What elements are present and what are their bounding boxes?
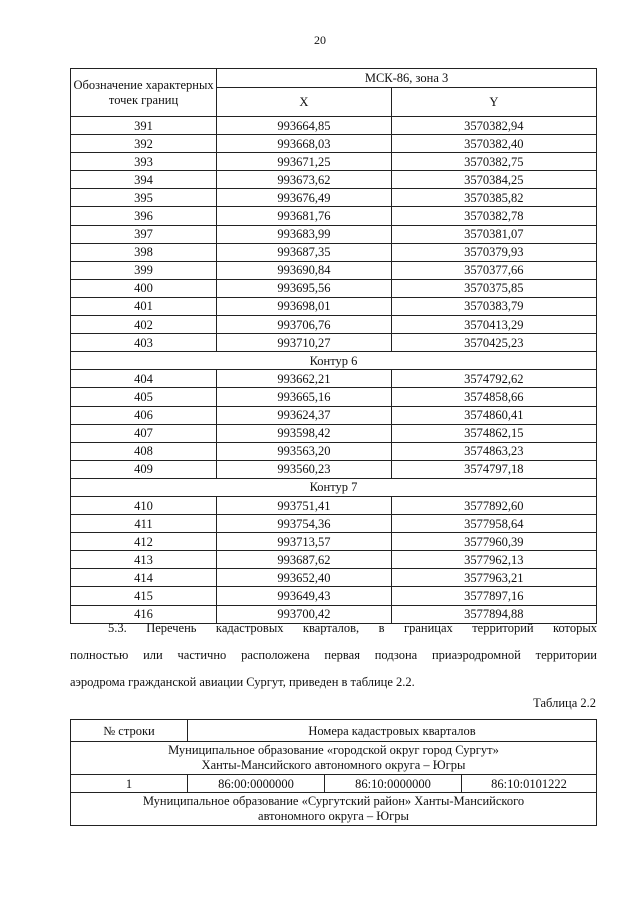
coordinates-body [71,117,597,624]
y-coordinate: 3574860,41 [391,406,596,424]
y-coordinate: 3574858,66 [391,388,596,406]
point-number: 395 [71,189,217,207]
y-coordinate: 3570382,94 [391,117,596,135]
table-row [71,460,597,478]
table-row [71,388,597,406]
contour-label: Контур 6 [71,352,597,370]
table-row [71,171,597,189]
page-number: 20 [314,33,326,47]
x-coordinate: 993681,76 [217,207,392,225]
point-number: 401 [71,297,217,315]
row-number: 1 [71,775,188,793]
table-row [71,587,597,605]
point-number: 402 [71,316,217,334]
y-coordinate: 3570379,93 [391,243,596,261]
y-coordinate: 3570383,79 [391,297,596,315]
x-coordinate: 993710,27 [217,334,392,352]
x-coordinate: 993751,41 [217,496,392,514]
point-number: 407 [71,424,217,442]
x-coordinate: 993676,49 [217,189,392,207]
municipality-surgut-city-line-2: Ханты-Мансийского автономного округа – Югры [201,758,466,772]
table-row [71,515,597,533]
y-coordinate: 3570382,75 [391,153,596,171]
point-number: 399 [71,261,217,279]
x-coordinate: 993563,20 [217,442,392,460]
cadastral-quarter: 86:10:0000000 [325,775,462,793]
municipality-surgut-district [71,793,597,826]
y-coordinate: 3570382,40 [391,135,596,153]
point-number: 406 [71,406,217,424]
paragraph-line-3: аэродрома гражданской авиации Сургут, приведен в таблице 2.2. [70,675,415,689]
y-coordinate: 3570413,29 [391,316,596,334]
x-coordinate: 993706,76 [217,316,392,334]
y-coordinate: 3570381,07 [391,225,596,243]
x-coordinate: 993700,42 [217,605,392,623]
x-coordinate: 993652,40 [217,569,392,587]
x-coordinate: 993687,35 [217,243,392,261]
table-row [71,442,597,460]
x-coordinate: 993687,62 [217,551,392,569]
x-coordinate: 993598,42 [217,424,392,442]
table-row [71,117,597,135]
y-coordinate: 3574862,15 [391,424,596,442]
x-coordinate: 993624,37 [217,406,392,424]
x-coordinate: 993713,57 [217,533,392,551]
point-number: 391 [71,117,217,135]
table-caption: Таблица 2.2 [533,696,596,710]
y-coordinate: 3570385,82 [391,189,596,207]
table-row [71,569,597,587]
point-number: 416 [71,605,217,623]
y-coordinate: 3570384,25 [391,171,596,189]
point-number: 410 [71,496,217,514]
point-number: 412 [71,533,217,551]
y-coordinate: 3577892,60 [391,496,596,514]
point-number: 398 [71,243,217,261]
municipality-surgut-city-line-1: Муниципальное образование «городской округ город Сургут» [168,743,499,757]
table-row [71,533,597,551]
table-row [71,551,597,569]
y-coordinate: 3574863,23 [391,442,596,460]
x-coordinate: 993698,01 [217,297,392,315]
header-y: Y [391,88,596,117]
point-number: 411 [71,515,217,533]
table-row [71,775,597,793]
contour-section-row [71,352,597,370]
point-number: 415 [71,587,217,605]
x-coordinate: 993673,62 [217,171,392,189]
y-coordinate: 3577960,39 [391,533,596,551]
point-number: 413 [71,551,217,569]
table-row [71,297,597,315]
point-number: 404 [71,370,217,388]
x-coordinate: 993649,43 [217,587,392,605]
header-row-number: № строки [71,720,188,742]
point-number: 409 [71,460,217,478]
x-coordinate: 993662,21 [217,370,392,388]
point-number: 408 [71,442,217,460]
header-designation: Обозначение характерных точек границ [71,69,217,117]
x-coordinate: 993664,85 [217,117,392,135]
table-row [71,243,597,261]
point-number: 403 [71,334,217,352]
x-coordinate: 993683,99 [217,225,392,243]
y-coordinate: 3577897,16 [391,587,596,605]
point-number: 394 [71,171,217,189]
table-row [71,406,597,424]
point-number: 414 [71,569,217,587]
contour-section-row [71,478,597,496]
header-coordinate-system: МСК-86, зона 3 [217,69,597,88]
y-coordinate: 3574797,18 [391,460,596,478]
y-coordinate: 3577962,13 [391,551,596,569]
y-coordinate: 3570375,85 [391,279,596,297]
table-row [71,316,597,334]
point-number: 392 [71,135,217,153]
contour-label: Контур 7 [71,478,597,496]
point-number: 397 [71,225,217,243]
x-coordinate: 993560,23 [217,460,392,478]
x-coordinate: 993754,36 [217,515,392,533]
municipality-surgut-district-line-2: автономного округа – Югры [258,809,409,823]
table-row [71,135,597,153]
y-coordinate: 3577958,64 [391,515,596,533]
header-x: X [217,88,392,117]
paragraph-line-2: полностью или частично расположена первая подзона приаэродромной территории [70,648,597,662]
table-row [71,279,597,297]
table-row [71,334,597,352]
x-coordinate: 993671,25 [217,153,392,171]
table-row [71,424,597,442]
y-coordinate: 3577894,88 [391,605,596,623]
y-coordinate: 3570377,66 [391,261,596,279]
y-coordinate: 3570425,23 [391,334,596,352]
cadastral-quarter: 86:10:0101222 [462,775,597,793]
paragraph-line-1: 5.3. Перечень кадастровых кварталов, в границах территорий которых [108,621,597,635]
table-row [71,153,597,171]
point-number: 405 [71,388,217,406]
table-row [71,207,597,225]
x-coordinate: 993665,16 [217,388,392,406]
header-cadastral-numbers: Номера кадастровых кварталов [188,720,597,742]
x-coordinate: 993695,56 [217,279,392,297]
point-number: 400 [71,279,217,297]
y-coordinate: 3570382,78 [391,207,596,225]
x-coordinate: 993690,84 [217,261,392,279]
point-number: 396 [71,207,217,225]
table-row [71,225,597,243]
municipality-surgut-district-line-1: Муниципальное образование «Сургутский район» Ханты-Мансийского [142,794,525,808]
cadastral-table [70,719,597,826]
table-row [71,496,597,514]
point-number: 393 [71,153,217,171]
municipality-surgut-city [71,742,597,775]
cadastral-quarter: 86:00:0000000 [188,775,325,793]
y-coordinate: 3577963,21 [391,569,596,587]
table-row [71,370,597,388]
x-coordinate: 993668,03 [217,135,392,153]
table-row [71,261,597,279]
coordinates-table [70,68,597,624]
table-row [71,189,597,207]
y-coordinate: 3574792,62 [391,370,596,388]
